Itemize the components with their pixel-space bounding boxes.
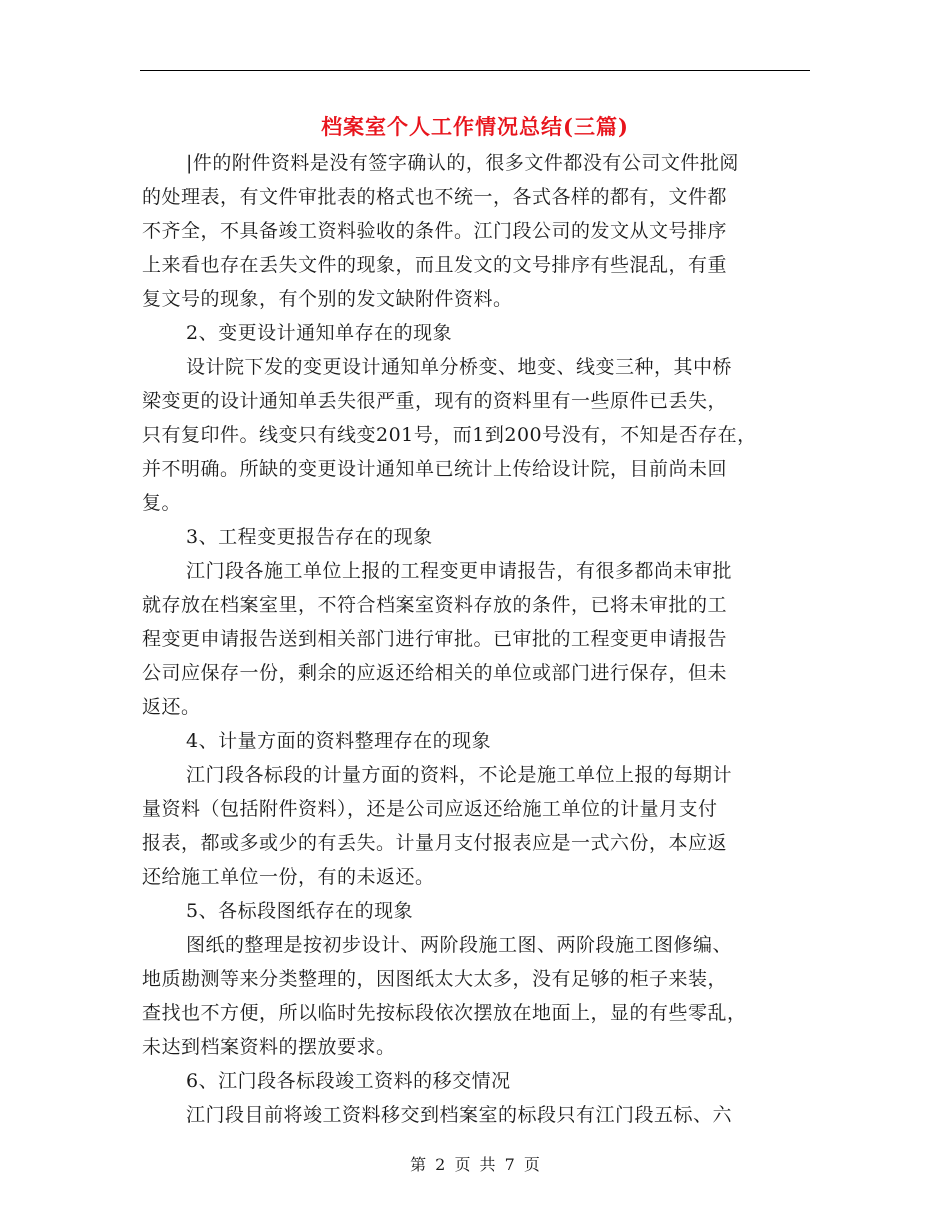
body-line: 公司应保存一份，剩余的应返还给相关的单位或部门进行保存，但未	[142, 662, 728, 684]
body-line: 不齐全，不具备竣工资料验收的条件。江门段公司的发文从文号排序	[142, 220, 728, 242]
body-line: 报表，都或多或少的有丢失。计量月支付报表应是一式六份，本应返	[142, 832, 728, 854]
body-line: 图纸的整理是按初步设计、两阶段施工图、两阶段施工图修编、	[186, 934, 733, 956]
body-line: 并不明确。所缺的变更设计通知单已统计上传给设计院，目前尚未回	[142, 458, 728, 480]
section-heading: 6、江门段各标段竣工资料的移交情况	[186, 1070, 511, 1092]
body-line: 只有复印件。线变只有线变201号，而1到200号没有，不知是否存在，	[142, 424, 757, 446]
body-line: 复文号的现象，有个别的发文缺附件资料。	[142, 288, 513, 310]
body-line: 程变更申请报告送到相关部门进行审批。已审批的工程变更申请报告	[142, 628, 728, 650]
body-line: 还给施工单位一份，有的未返还。	[142, 866, 435, 888]
section-heading: 2、变更设计通知单存在的现象	[186, 322, 453, 344]
header-rule	[140, 70, 810, 71]
body-line: 就存放在档案室里，不符合档案室资料存放的条件，已将未审批的工	[142, 594, 728, 616]
body-line: 设计院下发的变更设计通知单分桥变、地变、线变三种，其中桥	[186, 356, 733, 378]
document-title: 档案室个人工作情况总结(三篇)	[321, 114, 629, 139]
body-line: 江门段目前将竣工资料移交到档案室的标段只有江门段五标、六	[186, 1104, 733, 1126]
body-line: 的处理表，有文件审批表的格式也不统一，各式各样的都有，文件都	[142, 186, 728, 208]
page-footer: 第 2 页 共 7 页	[410, 1155, 540, 1174]
body-line: 江门段各施工单位上报的工程变更申请报告，有很多都尚未审批	[186, 560, 733, 582]
body-line: 未达到档案资料的摆放要求。	[142, 1036, 396, 1058]
body-line: 上来看也存在丢失文件的现象，而且发文的文号排序有些混乱，有重	[142, 254, 728, 276]
body-line: 江门段各标段的计量方面的资料，不论是施工单位上报的每期计	[186, 764, 733, 786]
body-line: 返还。	[142, 696, 201, 718]
section-heading: 5、各标段图纸存在的现象	[186, 900, 414, 922]
section-heading: 4、计量方面的资料整理存在的现象	[186, 730, 492, 752]
body-line: 量资料（包括附件资料），还是公司应返还给施工单位的计量月支付	[142, 798, 718, 820]
body-line: 复。	[142, 492, 182, 514]
body-line: 查找也不方便，所以临时先按标段依次摆放在地面上，显的有些零乱，	[142, 1002, 747, 1024]
body-line: |件的附件资料是没有签字确认的，很多文件都没有公司文件批阅	[186, 152, 739, 174]
section-heading: 3、工程变更报告存在的现象	[186, 526, 433, 548]
body-line: 梁变更的设计通知单丢失很严重，现有的资料里有一些原件已丢失，	[142, 390, 728, 412]
body-line: 地质勘测等来分类整理的，因图纸太大太多，没有足够的柜子来装，	[142, 968, 728, 990]
